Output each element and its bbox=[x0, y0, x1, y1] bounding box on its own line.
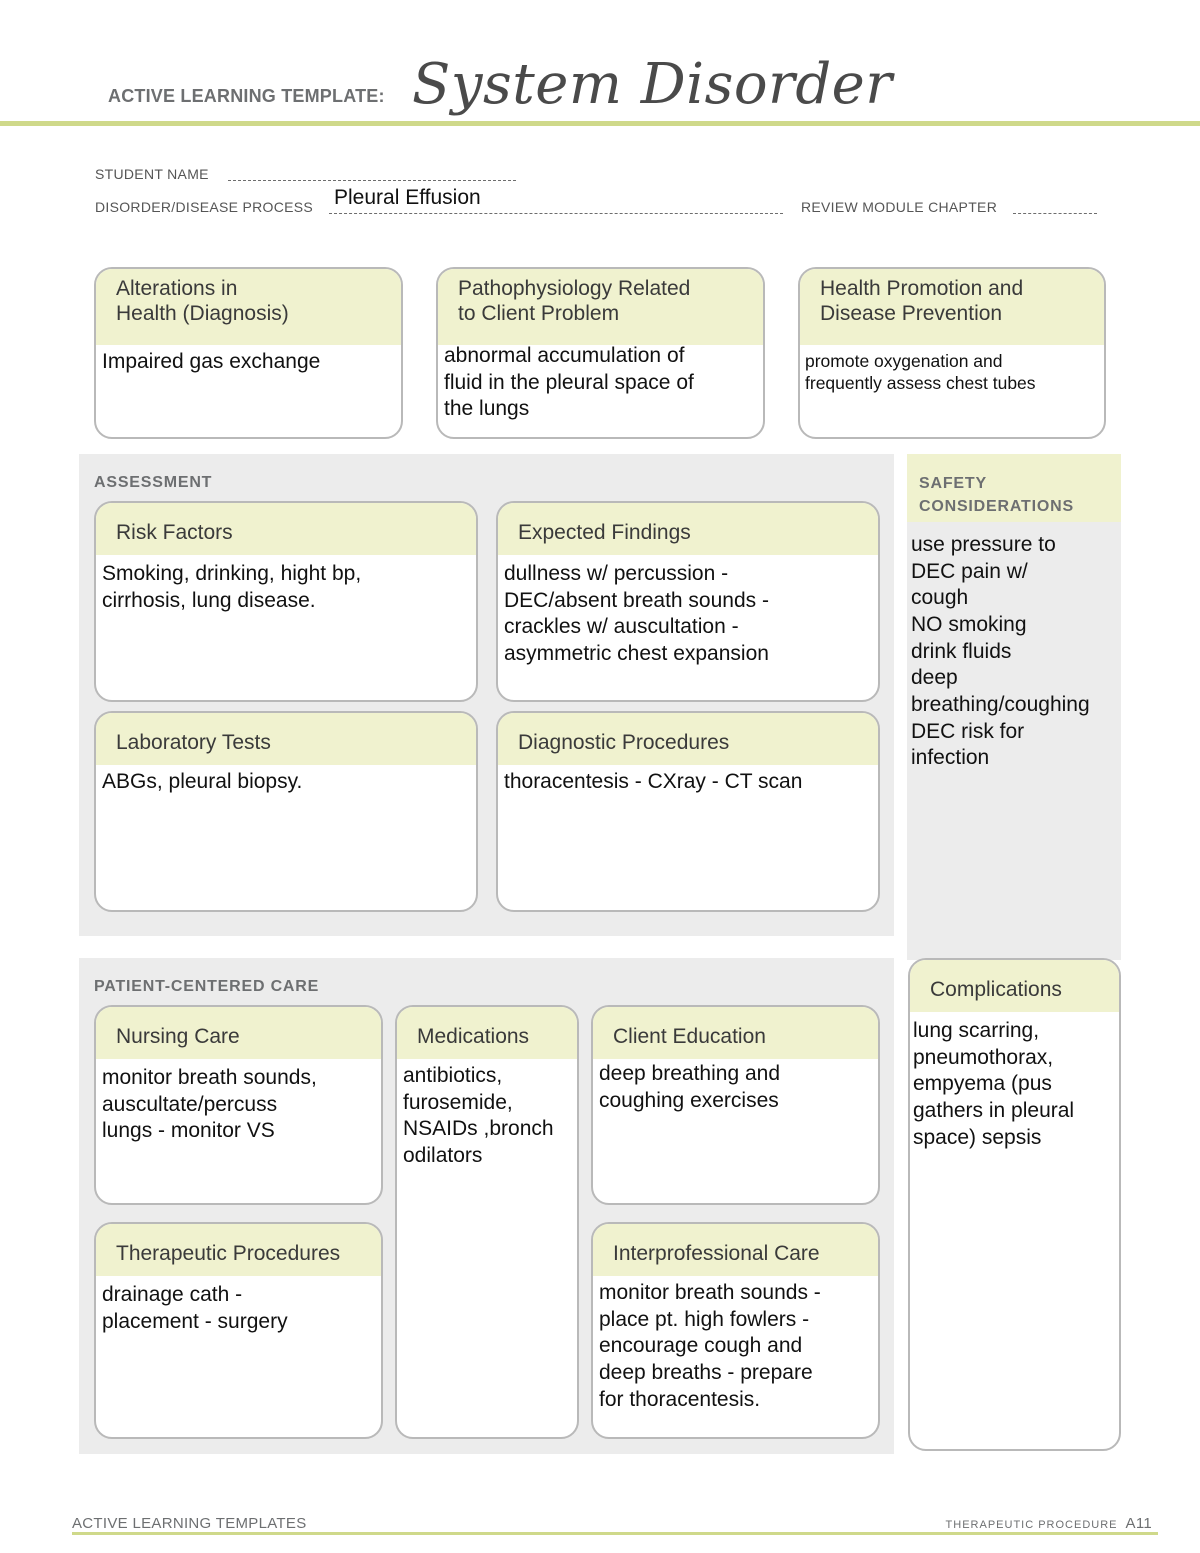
complications-title: Complications bbox=[910, 960, 1119, 1012]
safety-panel[interactable] bbox=[907, 454, 1121, 960]
page-number: A11 bbox=[1125, 1515, 1152, 1532]
pathophysiology-title: Pathophysiology Related to Client Problem bbox=[438, 269, 763, 345]
therapeutic-procedures-box[interactable] bbox=[94, 1222, 383, 1439]
therapeutic-procedures-content: drainage cath - placement - surgery bbox=[102, 1283, 288, 1333]
complications-box[interactable] bbox=[908, 958, 1121, 1451]
assessment-label: ASSESSMENT bbox=[94, 474, 213, 491]
interprofessional-care-box[interactable] bbox=[591, 1222, 880, 1439]
health-promotion-box[interactable] bbox=[798, 267, 1106, 439]
laboratory-tests-title: Laboratory Tests bbox=[96, 713, 476, 765]
alterations-title: Alterations in Health (Diagnosis) bbox=[96, 269, 401, 345]
pathophysiology-box[interactable] bbox=[436, 267, 765, 439]
health-promotion-title: Health Promotion and Disease Prevention bbox=[800, 269, 1104, 345]
patient-centered-care-label: PATIENT-CENTERED CARE bbox=[94, 978, 320, 995]
alterations-box[interactable] bbox=[94, 267, 403, 439]
nursing-care-title: Nursing Care bbox=[96, 1007, 381, 1059]
nursing-care-content: monitor breath sounds, auscultate/percuss lungs - monitor VS bbox=[102, 1066, 317, 1143]
safety-title: SAFETY CONSIDERATIONS bbox=[907, 454, 1121, 522]
diagnostic-procedures-content: thoracentesis - CXray - CT scan bbox=[504, 770, 803, 793]
diagnostic-procedures-box[interactable] bbox=[496, 711, 880, 912]
safety-content: use pressure to DEC pain w/ cough NO smoking drink fluids deep breathing/coughing DEC risk for infection bbox=[911, 533, 1090, 770]
expected-findings-title: Expected Findings bbox=[498, 503, 878, 555]
disorder-label: DISORDER/DISEASE PROCESS bbox=[95, 199, 314, 215]
client-education-box[interactable] bbox=[591, 1005, 880, 1205]
disorder-value: Pleural Effusion bbox=[334, 186, 481, 209]
student-name-label: STUDENT NAME bbox=[95, 166, 209, 182]
health-promotion-content: promote oxygenation and frequently assess chest tubes bbox=[805, 351, 1036, 393]
review-module-field[interactable] bbox=[1013, 199, 1097, 214]
therapeutic-procedures-title: Therapeutic Procedures bbox=[96, 1224, 381, 1276]
diagnostic-procedures-title: Diagnostic Procedures bbox=[498, 713, 878, 765]
interprofessional-care-title: Interprofessional Care bbox=[593, 1224, 878, 1276]
header-divider bbox=[0, 121, 1200, 126]
expected-findings-content: dullness w/ percussion - DEC/absent breath sounds - crackles w/ auscultation - asymmetric chest expansion bbox=[504, 562, 769, 665]
template-label: ACTIVE LEARNING TEMPLATE: bbox=[108, 86, 385, 106]
footer-section-label: THERAPEUTIC PROCEDURE bbox=[945, 1519, 1118, 1531]
laboratory-tests-content: ABGs, pleural biopsy. bbox=[102, 770, 303, 793]
medications-content: antibiotics, furosemide, NSAIDs ,bronch odilators bbox=[403, 1064, 554, 1167]
nursing-care-box[interactable] bbox=[94, 1005, 383, 1205]
alterations-content: Impaired gas exchange bbox=[102, 350, 321, 373]
footer-divider bbox=[72, 1532, 1158, 1535]
pathophysiology-content: abnormal accumulation of fluid in the pleural space of the lungs bbox=[444, 344, 694, 421]
page-title: System Disorder bbox=[412, 52, 893, 117]
footer-left-label: ACTIVE LEARNING TEMPLATES bbox=[72, 1515, 307, 1532]
footer-right bbox=[946, 1515, 1152, 1532]
complications-content: lung scarring, pneumothorax, empyema (pus gathers in pleural space) sepsis bbox=[913, 1019, 1075, 1149]
review-module-label: REVIEW MODULE CHAPTER bbox=[801, 199, 998, 215]
risk-factors-title: Risk Factors bbox=[96, 503, 476, 555]
client-education-content: deep breathing and coughing exercises bbox=[599, 1062, 780, 1112]
interprofessional-care-content: monitor breath sounds - place pt. high fowlers - encourage cough and deep breaths - prepare for thoracentesis. bbox=[599, 1281, 821, 1411]
risk-factors-content: Smoking, drinking, hight bp, cirrhosis, lung disease. bbox=[102, 562, 362, 612]
laboratory-tests-box[interactable] bbox=[94, 711, 478, 912]
risk-factors-box[interactable] bbox=[94, 501, 478, 702]
medications-title: Medications bbox=[397, 1007, 577, 1059]
expected-findings-box[interactable] bbox=[496, 501, 880, 702]
student-name-field[interactable] bbox=[228, 166, 516, 181]
medications-box[interactable] bbox=[395, 1005, 579, 1439]
client-education-title: Client Education bbox=[593, 1007, 878, 1059]
